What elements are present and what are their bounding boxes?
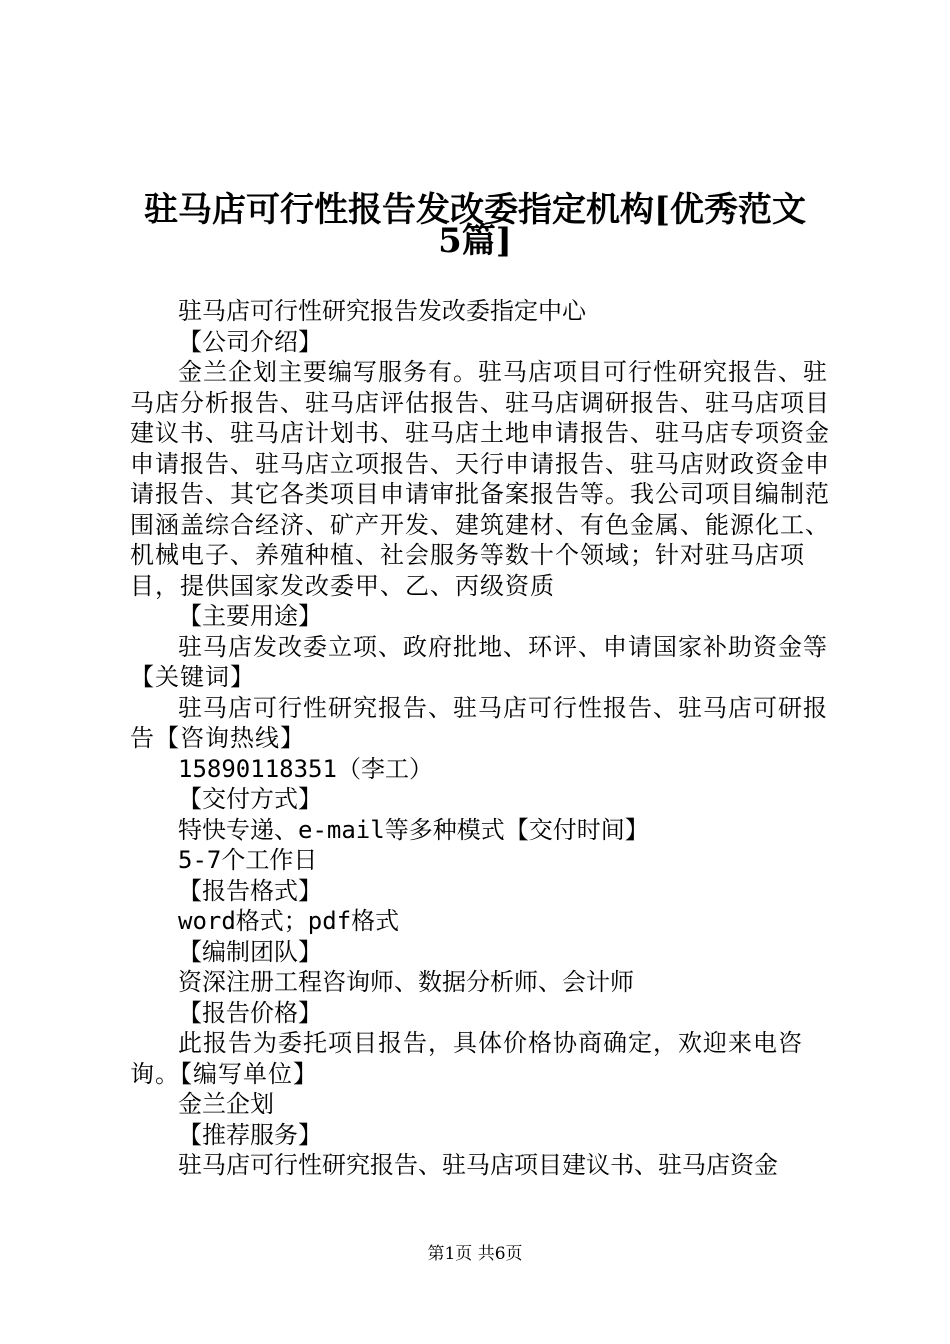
body-line-hotline: 15890118351（李工）: [178, 754, 433, 783]
section-heading-delivery: 【交付方式】: [178, 785, 322, 813]
body-line-recommended: 驻马店可行性研究报告、驻马店项目建议书、驻马店资金: [178, 1151, 778, 1179]
section-heading-team: 【编制团队】: [178, 937, 322, 966]
body-line-delivery-time: 5-7个工作日: [178, 846, 318, 874]
body-line-format: word格式；pdf格式: [178, 907, 400, 935]
body-line-subtitle: 驻马店可行性研究报告发改委指定中心: [178, 297, 586, 325]
section-heading-price: 【报告价格】: [178, 998, 322, 1027]
body-line-delivery: 特快专递、e-mail等多种模式【交付时间】: [178, 815, 649, 844]
section-heading-usage: 【主要用途】: [178, 602, 322, 630]
section-heading-company: 【公司介绍】: [178, 327, 322, 356]
document-title-line-2: 5篇]: [438, 221, 512, 261]
section-heading-recommended: 【推荐服务】: [178, 1120, 322, 1149]
section-heading-format: 【报告格式】: [178, 876, 322, 905]
paragraph-price: 此报告为委托项目报告，具体价格协商确定，欢迎来电咨询。【编写单位】: [130, 1029, 803, 1088]
paragraph-keywords: 驻马店可行性研究报告、驻马店可行性报告、驻马店可研报告【咨询热线】: [130, 693, 828, 752]
paragraph-usage: 驻马店发改委立项、政府批地、环评、申请国家补助资金等【关键词】: [130, 632, 828, 691]
document-body: [130, 296, 830, 1181]
body-line-author: 金兰企划: [178, 1090, 274, 1118]
paragraph-company-intro: 金兰企划主要编写服务有。驻马店项目可行性研究报告、驻马店分析报告、驻马店评估报告、驻马店调研报告、驻马店项目建议书、驻马店计划书、驻马店土地申请报告、驻马店专项资金申请报告、驻马店立项报告、天行申请报告、驻马店财政资金申请报告、其它各类项目申请审批备案报告等。我公司项目编制范围涵盖综合经济、矿产开发、建筑建材、有色金属、能源化工、机械电子、养殖种植、社会服务等数十个领域；针对驻马店项目，提供国家发改委甲、乙、丙级资质: [130, 358, 830, 600]
document-title-line-1: 驻马店可行性报告发改委指定机构[优秀范文: [143, 190, 807, 230]
body-line-team: 资深注册工程咨询师、数据分析师、会计师: [178, 968, 634, 996]
page-footer: 第1页 共6页: [427, 1244, 523, 1264]
